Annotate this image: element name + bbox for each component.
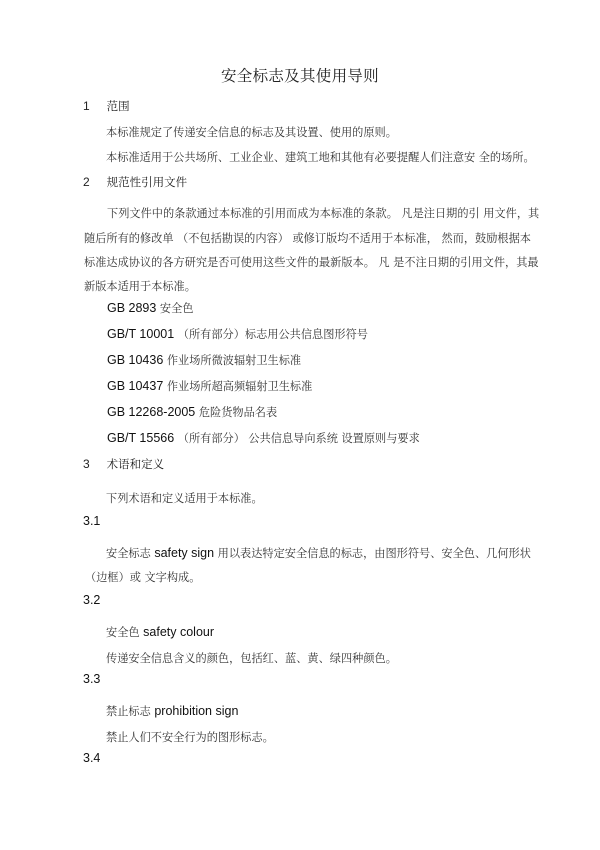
term-number: 3.3 bbox=[83, 672, 101, 686]
reference-title: （所有部分） 公共信息导向系统 设置原则与要求 bbox=[177, 432, 420, 445]
reference-code: GB 10436 bbox=[107, 353, 164, 367]
section-3-heading bbox=[83, 456, 164, 472]
term-definition: 传递安全信息含义的颜色，包括红、蓝、黄、绿四种颜色。 bbox=[106, 652, 397, 665]
section-2-paragraph-line-3: 标准达成协议的各方研究是否可使用这些文件的最新版本。 凡 是不注日期的引用文件，其最 bbox=[84, 256, 539, 269]
term-cn: 安全标志 bbox=[106, 547, 151, 560]
reference-item bbox=[107, 326, 368, 342]
document-title: 安全标志及其使用导则 bbox=[220, 67, 379, 85]
reference-title: 作业场所超高频辐射卫生标准 bbox=[166, 380, 313, 393]
section-title: 范围 bbox=[106, 99, 130, 113]
term-number: 3.1 bbox=[83, 514, 101, 528]
term-definition: 禁止人们不安全行为的图形标志。 bbox=[106, 731, 274, 744]
section-title: 规范性引用文件 bbox=[106, 175, 188, 189]
reference-code: GB 10437 bbox=[107, 379, 164, 393]
reference-title: 危险货物品名表 bbox=[198, 406, 278, 419]
term-cn: 禁止标志 bbox=[106, 705, 151, 718]
section-2-heading bbox=[83, 174, 187, 190]
section-number: 3 bbox=[83, 457, 90, 471]
term-cn: 安全色 bbox=[106, 626, 140, 639]
section-1-paragraph-1: 本标准规定了传递安全信息的标志及其设置、使用的原则。 bbox=[106, 126, 397, 139]
reference-item bbox=[107, 404, 277, 420]
term-en: safety sign bbox=[154, 546, 215, 560]
term-number: 3.4 bbox=[83, 751, 101, 765]
reference-item bbox=[107, 430, 420, 446]
term-definition-line-2: （边框）或 文字构成。 bbox=[85, 571, 201, 584]
section-1-paragraph-2: 本标准适用于公共场所、工业企业、建筑工地和其他有必要提醒人们注意安 全的场所。 bbox=[106, 151, 535, 164]
reference-title: 安全色 bbox=[159, 302, 194, 315]
reference-code: GB 12268-2005 bbox=[107, 405, 196, 419]
term-number: 3.2 bbox=[83, 593, 101, 607]
section-2-paragraph-line-4: 新版本适用于本标准。 bbox=[84, 280, 196, 293]
section-title: 术语和定义 bbox=[106, 457, 165, 471]
section-number: 1 bbox=[83, 99, 90, 113]
reference-item bbox=[107, 352, 301, 368]
reference-code: GB/T 15566 bbox=[107, 431, 175, 445]
term-en: prohibition sign bbox=[154, 704, 239, 718]
section-3-intro: 下列术语和定义适用于本标准。 bbox=[106, 492, 263, 505]
reference-item bbox=[107, 378, 312, 394]
term-definition: 用以表达特定安全信息的标志，由图形符号、安全色、几何形状 bbox=[217, 547, 531, 560]
term-en: safety colour bbox=[143, 625, 215, 639]
section-number: 2 bbox=[83, 175, 90, 189]
reference-title: （所有部分）标志用公共信息图形符号 bbox=[177, 328, 368, 341]
term-definition-line-1 bbox=[106, 545, 531, 561]
term-heading bbox=[106, 624, 214, 640]
section-2-paragraph-line-2: 随后所有的修改单 （不包括勘误的内容） 或修订版均不适用于本标准， 然而，鼓励根据本 bbox=[84, 232, 531, 245]
section-2-paragraph-line-1: 下列文件中的条款通过本标准的引用而成为本标准的条款。 凡是注日期的引 用文件，其 bbox=[107, 207, 540, 220]
reference-code: GB/T 10001 bbox=[107, 327, 175, 341]
reference-code: GB 2893 bbox=[107, 301, 157, 315]
reference-title: 作业场所微波辐射卫生标准 bbox=[166, 354, 302, 367]
term-heading bbox=[106, 703, 238, 719]
section-1-heading bbox=[83, 98, 130, 114]
reference-item bbox=[107, 300, 193, 316]
